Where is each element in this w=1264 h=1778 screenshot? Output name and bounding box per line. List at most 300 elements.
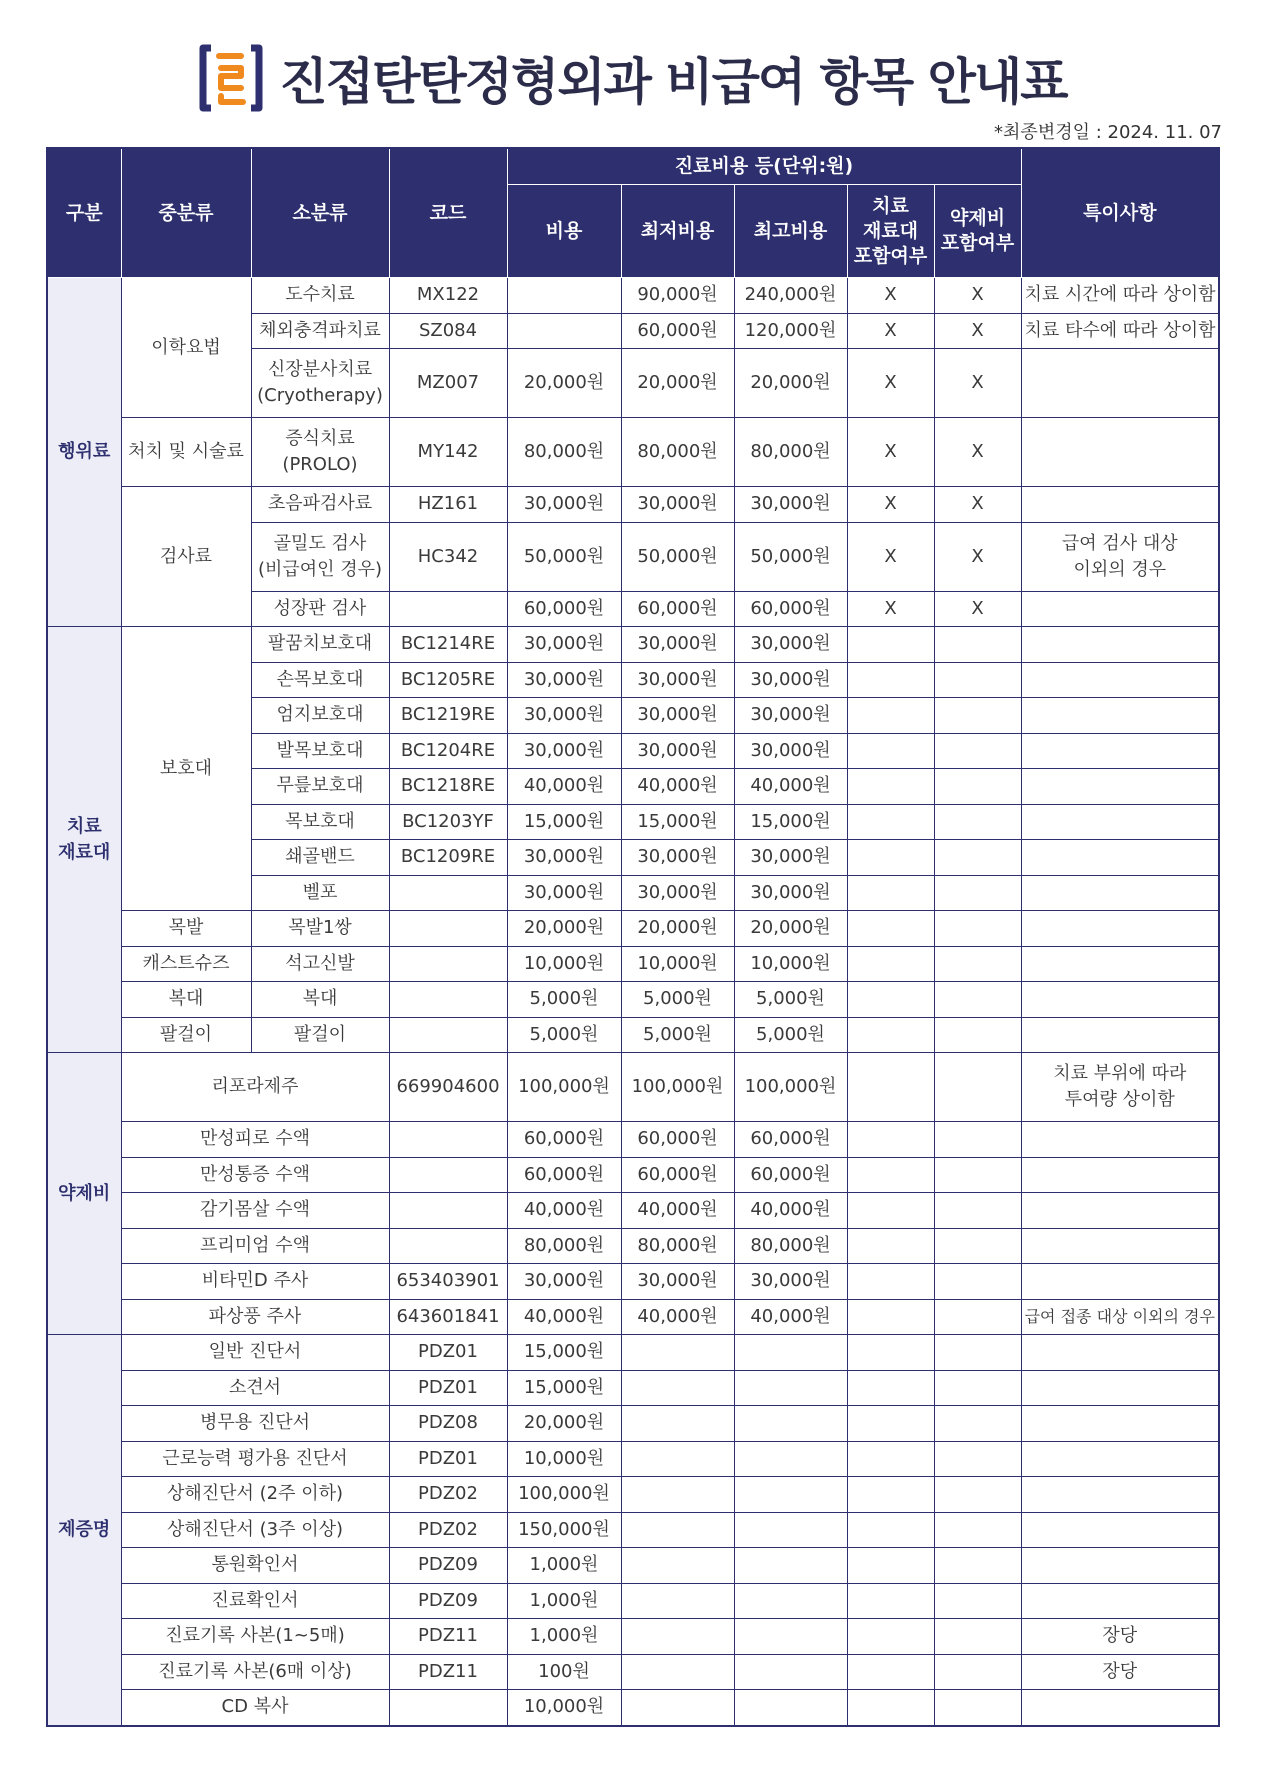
- cost-cell: 15,000원: [507, 1335, 621, 1371]
- min-cost-cell: 40,000원: [621, 1299, 734, 1335]
- table-row: [47, 1299, 1219, 1335]
- note-cell: [1021, 1017, 1219, 1053]
- min-cost-cell: 60,000원: [621, 313, 734, 349]
- table-row: [47, 1548, 1219, 1584]
- material-included-cell: [847, 1299, 934, 1335]
- sub-category-cell: 목보호대: [251, 804, 389, 840]
- note-cell: [1021, 1264, 1219, 1300]
- item-cell: 진료확인서: [121, 1583, 389, 1619]
- note-cell: [1021, 698, 1219, 734]
- cost-cell: 30,000원: [507, 662, 621, 698]
- drug-included-cell: [934, 769, 1021, 805]
- item-cell: 근로능력 평가용 진단서: [121, 1441, 389, 1477]
- category-cell: 행위료: [47, 278, 121, 627]
- cost-cell: 100,000원: [507, 1477, 621, 1513]
- note-cell: [1021, 946, 1219, 982]
- table-row: [47, 1690, 1219, 1726]
- note-cell: [1021, 1193, 1219, 1229]
- code-cell: [389, 1690, 507, 1726]
- cost-cell: 40,000원: [507, 1193, 621, 1229]
- note-cell: [1021, 1583, 1219, 1619]
- drug-included-cell: X: [934, 591, 1021, 627]
- table-row: [47, 1053, 1219, 1122]
- note-cell: [1021, 1157, 1219, 1193]
- drug-included-cell: X: [934, 349, 1021, 418]
- note-cell: [1021, 769, 1219, 805]
- max-cost-cell: 30,000원: [734, 662, 847, 698]
- cost-cell: 20,000원: [507, 1406, 621, 1442]
- code-cell: [389, 1228, 507, 1264]
- code-cell: BC1219RE: [389, 698, 507, 734]
- max-cost-cell: 20,000원: [734, 349, 847, 418]
- drug-included-cell: [934, 911, 1021, 947]
- code-cell: PDZ08: [389, 1406, 507, 1442]
- header-mid: 중분류: [121, 148, 251, 278]
- code-cell: [389, 1017, 507, 1053]
- min-cost-cell: 20,000원: [621, 349, 734, 418]
- max-cost-cell: 30,000원: [734, 698, 847, 734]
- drug-included-cell: [934, 662, 1021, 698]
- note-cell: [1021, 733, 1219, 769]
- min-cost-cell: 100,000원: [621, 1053, 734, 1122]
- page-header: [0, 38, 1264, 118]
- material-included-cell: [847, 804, 934, 840]
- sub-category-cell: 성장판 검사: [251, 591, 389, 627]
- code-cell: BC1204RE: [389, 733, 507, 769]
- note-cell: [1021, 1441, 1219, 1477]
- note-cell: 치료 시간에 따라 상이함: [1021, 278, 1219, 314]
- code-cell: PDZ09: [389, 1548, 507, 1584]
- min-cost-cell: 30,000원: [621, 627, 734, 663]
- non-covered-fee-table: [46, 147, 1220, 1727]
- sub-category-cell: 발목보호대: [251, 733, 389, 769]
- drug-included-cell: [934, 1299, 1021, 1335]
- max-cost-cell: 5,000원: [734, 982, 847, 1018]
- note-cell: [1021, 1228, 1219, 1264]
- code-cell: BC1203YF: [389, 804, 507, 840]
- table-row: [47, 1619, 1219, 1655]
- min-cost-cell: 60,000원: [621, 591, 734, 627]
- table-row: [47, 911, 1219, 947]
- min-cost-cell: 15,000원: [621, 804, 734, 840]
- table-row: [47, 1477, 1219, 1513]
- note-cell: [1021, 875, 1219, 911]
- note-cell: [1021, 487, 1219, 523]
- max-cost-cell: 60,000원: [734, 1122, 847, 1158]
- item-cell: 파상풍 주사: [121, 1299, 389, 1335]
- note-cell: [1021, 1122, 1219, 1158]
- item-cell: 진료기록 사본(6매 이상): [121, 1654, 389, 1690]
- cost-cell: 20,000원: [507, 349, 621, 418]
- note-cell: [1021, 349, 1219, 418]
- code-cell: PDZ02: [389, 1512, 507, 1548]
- min-cost-cell: 80,000원: [621, 1228, 734, 1264]
- min-cost-cell: 90,000원: [621, 278, 734, 314]
- cost-cell: 30,000원: [507, 875, 621, 911]
- cost-cell: 100,000원: [507, 1053, 621, 1122]
- code-cell: 669904600: [389, 1053, 507, 1122]
- min-cost-cell: 30,000원: [621, 840, 734, 876]
- note-cell: 급여 검사 대상 이외의 경우: [1021, 522, 1219, 591]
- note-cell: [1021, 591, 1219, 627]
- material-included-cell: [847, 1228, 934, 1264]
- header-cost-group: 진료비용 등(단위:원): [507, 148, 1021, 185]
- table-row: [47, 1157, 1219, 1193]
- cost-cell: 30,000원: [507, 840, 621, 876]
- item-cell: 소견서: [121, 1370, 389, 1406]
- min-cost-cell: 60,000원: [621, 1157, 734, 1193]
- header-sub: 소분류: [251, 148, 389, 278]
- material-included-cell: [847, 1053, 934, 1122]
- mid-category-cell: 복대: [121, 982, 251, 1018]
- material-included-cell: [847, 1122, 934, 1158]
- cost-cell: 80,000원: [507, 418, 621, 487]
- material-included-cell: X: [847, 313, 934, 349]
- note-cell: [1021, 911, 1219, 947]
- cost-cell: 150,000원: [507, 1512, 621, 1548]
- sub-category-cell: 신장분사치료 (Cryotherapy): [251, 349, 389, 418]
- code-cell: [389, 1157, 507, 1193]
- cost-cell: 100원: [507, 1654, 621, 1690]
- max-cost-cell: 100,000원: [734, 1053, 847, 1122]
- mid-category-cell: 보호대: [121, 627, 251, 911]
- max-cost-cell: 20,000원: [734, 911, 847, 947]
- drug-included-cell: [934, 946, 1021, 982]
- max-cost-cell: 240,000원: [734, 278, 847, 314]
- sub-category-cell: 무릎보호대: [251, 769, 389, 805]
- table-row: [47, 1228, 1219, 1264]
- sub-category-cell: 벨포: [251, 875, 389, 911]
- drug-included-cell: [934, 804, 1021, 840]
- material-included-cell: [847, 698, 934, 734]
- mid-category-cell: 이학요법: [121, 278, 251, 418]
- max-cost-cell: 10,000원: [734, 946, 847, 982]
- code-cell: BC1209RE: [389, 840, 507, 876]
- max-cost-cell: 120,000원: [734, 313, 847, 349]
- drug-included-cell: [934, 1053, 1021, 1122]
- code-cell: [389, 591, 507, 627]
- max-cost-cell: 30,000원: [734, 627, 847, 663]
- code-cell: MX122: [389, 278, 507, 314]
- table-row: [47, 418, 1219, 487]
- code-cell: [389, 1193, 507, 1229]
- code-cell: [389, 982, 507, 1018]
- header-group: 구분: [47, 148, 121, 278]
- category-cell: 제증명: [47, 1335, 121, 1726]
- drug-included-cell: X: [934, 313, 1021, 349]
- drug-included-cell: X: [934, 522, 1021, 591]
- material-included-cell: [847, 1193, 934, 1229]
- code-cell: MZ007: [389, 349, 507, 418]
- code-cell: MY142: [389, 418, 507, 487]
- table-row: [47, 1583, 1219, 1619]
- drug-included-cell: [934, 982, 1021, 1018]
- sub-category-cell: 복대: [251, 982, 389, 1018]
- code-cell: PDZ09: [389, 1583, 507, 1619]
- code-cell: PDZ01: [389, 1335, 507, 1371]
- material-included-cell: [847, 769, 934, 805]
- note-cell: [1021, 1477, 1219, 1513]
- cost-cell: 10,000원: [507, 946, 621, 982]
- table-row: [47, 1017, 1219, 1053]
- cost-cell: [507, 278, 621, 314]
- drug-included-cell: [934, 1157, 1021, 1193]
- item-cell: 프리미엄 수액: [121, 1228, 389, 1264]
- mid-category-cell: 목발: [121, 911, 251, 947]
- note-cell: [1021, 804, 1219, 840]
- header-max-cost: 최고비용: [734, 185, 847, 278]
- sub-category-cell: 체외충격파치료: [251, 313, 389, 349]
- cost-cell: 1,000원: [507, 1619, 621, 1655]
- material-included-cell: [847, 1157, 934, 1193]
- code-cell: BC1218RE: [389, 769, 507, 805]
- cost-cell: 5,000원: [507, 982, 621, 1018]
- note-cell: 장당: [1021, 1654, 1219, 1690]
- note-cell: [1021, 1335, 1219, 1371]
- min-cost-cell: 20,000원: [621, 911, 734, 947]
- header-drug-included: 약제비 포함여부: [934, 185, 1021, 278]
- min-cost-cell: 30,000원: [621, 1264, 734, 1300]
- note-cell: [1021, 1512, 1219, 1548]
- sub-category-cell: 손목보호대: [251, 662, 389, 698]
- min-cost-cell: 5,000원: [621, 1017, 734, 1053]
- item-cell: 병무용 진단서: [121, 1406, 389, 1442]
- max-cost-cell: 80,000원: [734, 1228, 847, 1264]
- material-included-cell: X: [847, 522, 934, 591]
- table-row: [47, 1335, 1219, 1371]
- sub-category-cell: 초음파검사료: [251, 487, 389, 523]
- drug-included-cell: [934, 1228, 1021, 1264]
- material-included-cell: X: [847, 278, 934, 314]
- min-cost-cell: 30,000원: [621, 875, 734, 911]
- header-cost: 비용: [507, 185, 621, 278]
- cost-cell: 1,000원: [507, 1548, 621, 1584]
- min-cost-cell: 40,000원: [621, 769, 734, 805]
- item-cell: 리포라제주: [121, 1053, 389, 1122]
- cost-cell: 30,000원: [507, 1264, 621, 1300]
- header-code: 코드: [389, 148, 507, 278]
- drug-included-cell: [934, 733, 1021, 769]
- code-cell: 643601841: [389, 1299, 507, 1335]
- item-cell: 만성피로 수액: [121, 1122, 389, 1158]
- note-cell: [1021, 662, 1219, 698]
- header-min-cost: 최저비용: [621, 185, 734, 278]
- item-cell: 일반 진단서: [121, 1335, 389, 1371]
- material-included-cell: X: [847, 418, 934, 487]
- cost-cell: 10,000원: [507, 1441, 621, 1477]
- item-cell: 감기몸살 수액: [121, 1193, 389, 1229]
- max-cost-cell: 15,000원: [734, 804, 847, 840]
- drug-included-cell: X: [934, 487, 1021, 523]
- table-row: [47, 1512, 1219, 1548]
- cost-cell: 15,000원: [507, 804, 621, 840]
- mid-category-cell: 캐스트슈즈: [121, 946, 251, 982]
- max-cost-cell: 5,000원: [734, 1017, 847, 1053]
- max-cost-cell: 60,000원: [734, 1157, 847, 1193]
- table-row: [47, 1122, 1219, 1158]
- note-cell: [1021, 1406, 1219, 1442]
- cost-cell: 60,000원: [507, 1122, 621, 1158]
- code-cell: [389, 1122, 507, 1158]
- drug-included-cell: [934, 627, 1021, 663]
- min-cost-cell: 30,000원: [621, 698, 734, 734]
- material-included-cell: [847, 982, 934, 1018]
- min-cost-cell: 50,000원: [621, 522, 734, 591]
- max-cost-cell: 30,000원: [734, 875, 847, 911]
- table-row: [47, 487, 1219, 523]
- min-cost-cell: 30,000원: [621, 662, 734, 698]
- max-cost-cell: 40,000원: [734, 1193, 847, 1229]
- material-included-cell: X: [847, 591, 934, 627]
- table-row: [47, 1370, 1219, 1406]
- cost-cell: 40,000원: [507, 769, 621, 805]
- cost-cell: 80,000원: [507, 1228, 621, 1264]
- table-row: [47, 627, 1219, 663]
- note-cell: [1021, 982, 1219, 1018]
- cost-cell: 40,000원: [507, 1299, 621, 1335]
- code-cell: BC1205RE: [389, 662, 507, 698]
- sub-category-cell: 엄지보호대: [251, 698, 389, 734]
- sub-category-cell: 골밀도 검사 (비급여인 경우): [251, 522, 389, 591]
- cost-cell: 1,000원: [507, 1583, 621, 1619]
- min-cost-cell: 80,000원: [621, 418, 734, 487]
- item-cell: 만성통증 수액: [121, 1157, 389, 1193]
- sub-category-cell: 도수치료: [251, 278, 389, 314]
- min-cost-cell: 40,000원: [621, 1193, 734, 1229]
- note-cell: 급여 접종 대상 이외의 경우: [1021, 1299, 1219, 1335]
- note-cell: [1021, 840, 1219, 876]
- drug-included-cell: X: [934, 278, 1021, 314]
- material-included-cell: [847, 627, 934, 663]
- drug-included-cell: [934, 875, 1021, 911]
- material-included-cell: [847, 875, 934, 911]
- code-cell: HZ161: [389, 487, 507, 523]
- code-cell: PDZ01: [389, 1441, 507, 1477]
- mid-category-cell: 처치 및 시술료: [121, 418, 251, 487]
- material-included-cell: [847, 840, 934, 876]
- code-cell: PDZ11: [389, 1654, 507, 1690]
- item-cell: CD 복사: [121, 1690, 389, 1726]
- sub-category-cell: 증식치료 (PROLO): [251, 418, 389, 487]
- max-cost-cell: 40,000원: [734, 1299, 847, 1335]
- table-row: [47, 946, 1219, 982]
- table-row: [47, 1264, 1219, 1300]
- cost-cell: 30,000원: [507, 733, 621, 769]
- mid-category-cell: 검사료: [121, 487, 251, 627]
- sub-category-cell: 팔꿈치보호대: [251, 627, 389, 663]
- drug-included-cell: [934, 698, 1021, 734]
- material-included-cell: [847, 946, 934, 982]
- drug-included-cell: [934, 1122, 1021, 1158]
- cost-cell: 60,000원: [507, 591, 621, 627]
- drug-included-cell: [934, 1264, 1021, 1300]
- note-cell: 치료 타수에 따라 상이함: [1021, 313, 1219, 349]
- cost-cell: 10,000원: [507, 1690, 621, 1726]
- header-note: 특이사항: [1021, 148, 1219, 278]
- note-cell: 장당: [1021, 1619, 1219, 1655]
- sub-category-cell: 팔걸이: [251, 1017, 389, 1053]
- max-cost-cell: 30,000원: [734, 840, 847, 876]
- code-cell: PDZ01: [389, 1370, 507, 1406]
- code-cell: HC342: [389, 522, 507, 591]
- mid-category-cell: 팔걸이: [121, 1017, 251, 1053]
- material-included-cell: [847, 911, 934, 947]
- cost-cell: 20,000원: [507, 911, 621, 947]
- cost-cell: 5,000원: [507, 1017, 621, 1053]
- item-cell: 통원확인서: [121, 1548, 389, 1584]
- table-row: [47, 1193, 1219, 1229]
- last-updated-date: *최종변경일 : 2024. 11. 07: [994, 122, 1222, 143]
- max-cost-cell: 50,000원: [734, 522, 847, 591]
- max-cost-cell: 30,000원: [734, 1264, 847, 1300]
- note-cell: [1021, 1690, 1219, 1726]
- code-cell: 653403901: [389, 1264, 507, 1300]
- min-cost-cell: 10,000원: [621, 946, 734, 982]
- cost-cell: 60,000원: [507, 1157, 621, 1193]
- page-title: 진접탄탄정형외과 비급여 항목 안내표: [279, 53, 1067, 111]
- sub-category-cell: 목발1쌍: [251, 911, 389, 947]
- category-cell: 약제비: [47, 1053, 121, 1335]
- table-row: [47, 982, 1219, 1018]
- cost-cell: 50,000원: [507, 522, 621, 591]
- code-cell: SZ084: [389, 313, 507, 349]
- item-cell: 상해진단서 (2주 이하): [121, 1477, 389, 1513]
- cost-cell: 30,000원: [507, 698, 621, 734]
- min-cost-cell: 30,000원: [621, 733, 734, 769]
- clinic-logo-icon: [197, 42, 265, 114]
- max-cost-cell: 60,000원: [734, 591, 847, 627]
- header-material-included: 치료 재료대 포함여부: [847, 185, 934, 278]
- cost-cell: 30,000원: [507, 627, 621, 663]
- table-row: [47, 1406, 1219, 1442]
- max-cost-cell: 30,000원: [734, 487, 847, 523]
- code-cell: PDZ11: [389, 1619, 507, 1655]
- cost-cell: 30,000원: [507, 487, 621, 523]
- min-cost-cell: 60,000원: [621, 1122, 734, 1158]
- max-cost-cell: 30,000원: [734, 733, 847, 769]
- max-cost-cell: 80,000원: [734, 418, 847, 487]
- item-cell: 상해진단서 (3주 이상): [121, 1512, 389, 1548]
- category-cell: 치료 재료대: [47, 627, 121, 1053]
- table-row: [47, 1654, 1219, 1690]
- material-included-cell: [847, 1017, 934, 1053]
- material-included-cell: [847, 662, 934, 698]
- code-cell: BC1214RE: [389, 627, 507, 663]
- drug-included-cell: X: [934, 418, 1021, 487]
- drug-included-cell: [934, 840, 1021, 876]
- code-cell: [389, 875, 507, 911]
- code-cell: [389, 911, 507, 947]
- note-cell: [1021, 1370, 1219, 1406]
- min-cost-cell: 5,000원: [621, 982, 734, 1018]
- note-cell: 치료 부위에 따라 투여량 상이함: [1021, 1053, 1219, 1122]
- table-row: [47, 278, 1219, 314]
- material-included-cell: X: [847, 487, 934, 523]
- cost-cell: 15,000원: [507, 1370, 621, 1406]
- item-cell: 진료기록 사본(1~5매): [121, 1619, 389, 1655]
- material-included-cell: [847, 1264, 934, 1300]
- sub-category-cell: 석고신발: [251, 946, 389, 982]
- code-cell: [389, 946, 507, 982]
- cost-cell: [507, 313, 621, 349]
- note-cell: [1021, 627, 1219, 663]
- note-cell: [1021, 418, 1219, 487]
- min-cost-cell: 30,000원: [621, 487, 734, 523]
- drug-included-cell: [934, 1193, 1021, 1229]
- drug-included-cell: [934, 1017, 1021, 1053]
- code-cell: PDZ02: [389, 1477, 507, 1513]
- table-row: [47, 1441, 1219, 1477]
